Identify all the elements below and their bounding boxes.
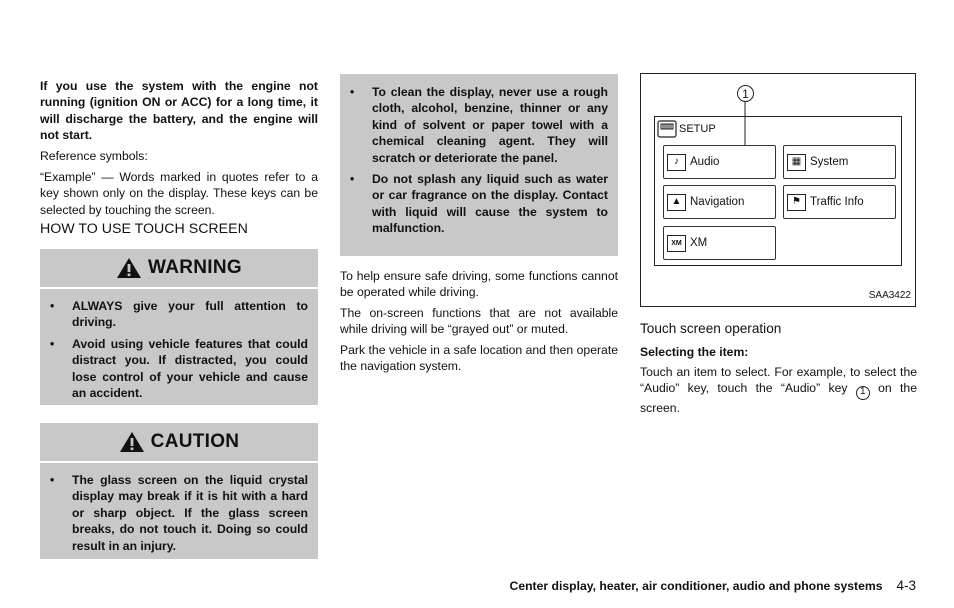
- callout-1: 1: [737, 85, 754, 102]
- selecting-text-part1: Touch an item to select. For example, to select the “Audio” key, touch the “Audio” key: [640, 365, 917, 396]
- figure-code: SAA3422: [868, 290, 911, 301]
- navigation-icon: ▲: [667, 194, 686, 211]
- warning-title: WARNING: [148, 257, 242, 278]
- caution-title: CAUTION: [150, 431, 240, 452]
- intro-warning-text: If you use the system with the engine not running (ignition ON or ACC) for a long time, it will discharge the battery, and the engine will not start.: [40, 79, 318, 143]
- system-key[interactable]: [783, 145, 896, 179]
- warning-item: • Avoid using vehicle features that could distract you. If distracted, you could lose control of your vehicle and cause an accident.: [40, 336, 308, 402]
- page-number: 4-3: [896, 578, 916, 593]
- system-icon: ▦: [787, 154, 806, 171]
- audio-key[interactable]: [663, 145, 776, 179]
- setup-header: [657, 120, 716, 138]
- setup-screen: [654, 116, 902, 266]
- caution-triangle-icon: [119, 431, 145, 453]
- caution-item: • The glass screen on the liquid crystal display may break if it is hit with a hard or sharp object. If the glass screen breaks, do not touch it. Doing so could result in an injury.: [40, 472, 308, 554]
- traffic-icon: ⚑: [787, 194, 806, 211]
- warning-triangle-icon: [116, 257, 142, 279]
- navigation-key-label: Navigation: [690, 196, 745, 208]
- xm-key-label: XM: [690, 237, 708, 249]
- warning-header: [40, 249, 318, 287]
- footer-section-title: Center display, heater, air conditioner, audio and phone systems: [509, 579, 883, 593]
- paragraph-safe-driving: To help ensure safe driving, some functions cannot be operated while driving.: [340, 269, 618, 300]
- paragraph-grayed-out: The on-screen functions that are not available while driving will be “grayed out” or muted.: [340, 306, 618, 337]
- example-description: “Example” — Words marked in quotes refer to a key shown only on the display. These keys can be selected by touching the screen.: [40, 170, 318, 217]
- caution-item: • Do not splash any liquid such as water or car fragrance on the display. Contact with liquid will cause the system to malfunction.: [340, 171, 608, 237]
- xm-key[interactable]: [663, 226, 776, 260]
- warning-body: [40, 289, 318, 405]
- caution-continued-body: [340, 74, 618, 256]
- section-heading: HOW TO USE TOUCH SCREEN: [40, 221, 248, 237]
- warning-item: • ALWAYS give your full attention to driving.: [40, 298, 308, 331]
- touch-screen-subheading: Touch screen operation: [640, 321, 782, 336]
- setup-title: SETUP: [679, 123, 716, 135]
- traffic-info-key-label: Traffic Info: [810, 196, 864, 208]
- caution-body: [40, 463, 318, 559]
- setup-icon: [657, 120, 677, 138]
- music-note-icon: ♪: [667, 154, 686, 171]
- caution-item: • To clean the display, never use a rough cloth, alcohol, benzine, thinner or any kind of solvent or paper towel with a chemical cleaning agent. They will scratch or deteriorate the panel.: [340, 84, 608, 166]
- caution-header: [40, 423, 318, 461]
- traffic-info-key[interactable]: [783, 185, 896, 219]
- navigation-key[interactable]: [663, 185, 776, 219]
- paragraph-park-vehicle: Park the vehicle in a safe location and then operate the navigation system.: [340, 343, 618, 374]
- xm-radio-icon: XM: [667, 235, 686, 252]
- audio-key-label: Audio: [690, 156, 720, 168]
- system-key-label: System: [810, 156, 849, 168]
- callout-1-inline: 1: [856, 386, 870, 400]
- setup-screen-figure: [640, 73, 916, 307]
- selecting-item-text: [640, 364, 917, 416]
- selecting-text-part2: on the screen.: [640, 381, 917, 415]
- selecting-item-label: Selecting the item:: [640, 345, 749, 359]
- reference-symbols-label: Reference symbols:: [40, 149, 148, 163]
- page-footer: [510, 578, 916, 593]
